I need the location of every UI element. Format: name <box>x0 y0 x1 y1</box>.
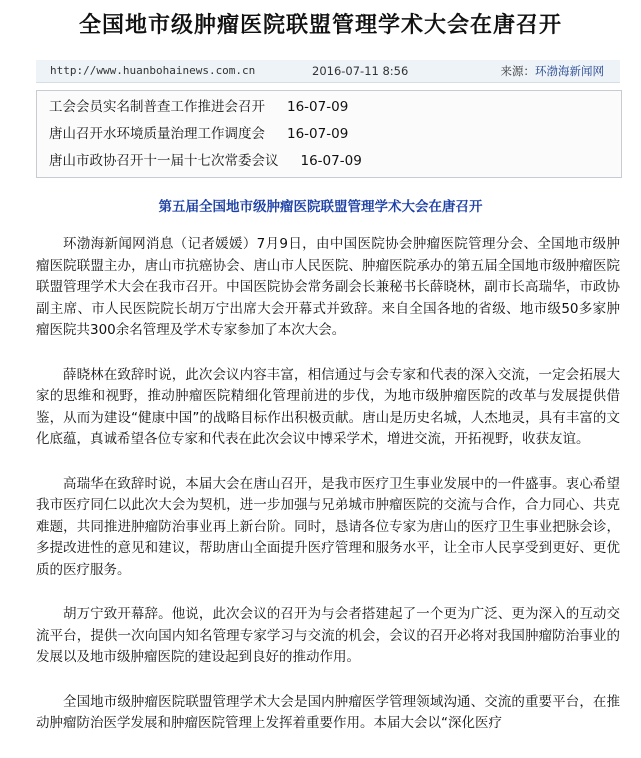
related-news-date: 16-07-09 <box>300 153 362 169</box>
related-news-title[interactable]: 唐山市政协召开十一届十七次常委会议 <box>49 153 279 169</box>
source-name-link[interactable]: 环渤海新闻网 <box>535 64 604 78</box>
article-subtitle: 第五届全国地市级肿瘤医院联盟管理学术大会在唐召开 <box>158 199 483 215</box>
publish-date: 2016-07-11 8:56 <box>312 64 409 78</box>
body-paragraph: 高瑞华在致辞时说，本届大会在唐山召开，是我市医疗卫生事业发展中的一件盛事。衷心希望我市医疗同仁以此次大会为契机，进一步加强与兄弟城市肿瘤医院的交流与合作，合力同心、共克难题，共同推进肿瘤防治事业再上新台阶。同时，恳请各位专家为唐山的医疗卫生事业把脉会诊，多提改进性的意见和建议，帮助唐山全面提升医疗管理和服务水平，让全市人民享受到更好、更优质的医疗服务。 <box>36 475 620 578</box>
body-paragraph: 全国地市级肿瘤医院联盟管理学术大会是国内肿瘤医学管理领域沟通、交流的重要平台，在推动肿瘤防治医学发展和肿瘤医院管理上发挥着重要作用。本届大会以“深化医疗 <box>36 693 620 731</box>
source-info <box>501 60 605 82</box>
related-news-title[interactable]: 唐山召开水环境质量治理工作调度会 <box>49 126 265 142</box>
article-meta-bar <box>36 60 620 83</box>
related-news-title[interactable]: 工会会员实名制普查工作推进会召开 <box>49 99 265 115</box>
related-news-item[interactable] <box>49 120 348 148</box>
article-body <box>36 234 620 758</box>
body-paragraph: 薛晓林在致辞时说，此次会议内容丰富，相信通过与会专家和代表的深入交流，一定会拓展大家的思维和视野，推动肿瘤医院精细化管理前进的步伐，为地市级肿瘤医院的改革与发展提供借鉴，从而为建设“健康中国”的战略目标作出积极贡献。唐山是历史名城，人杰地灵，具有丰富的文化底蕴，真诚希望各位专家和代表在此次会议中博采学术，增进交流，开拓视野，收获友谊。 <box>36 366 620 447</box>
article-title: 全国地市级肿瘤医院联盟管理学术大会在唐召开 <box>78 13 562 38</box>
related-news-date: 16-07-09 <box>287 99 349 115</box>
source-url-link[interactable]: http://www.huanbohainews.com.cn <box>50 64 256 77</box>
body-paragraph: 胡万宁致开幕辞。他说，此次会议的召开为与会者搭建起了一个更为广泛、更为深入的互动交流平台，提供一次向国内知名管理专家学习与交流的机会，会议的召开必将对我国肿瘤防治事业的发展以及地市级肿瘤医院的建设起到良好的推动作用。 <box>36 606 620 665</box>
related-news-item[interactable] <box>49 147 362 175</box>
source-label: 来源： <box>500 64 535 78</box>
related-news-box <box>36 90 622 178</box>
related-news-date: 16-07-09 <box>287 126 349 142</box>
related-news-item[interactable] <box>49 93 348 121</box>
body-paragraph: 环渤海新闻网消息（记者媛媛）7月9日，由中国医院协会肿瘤医院管理分会、全国地市级肿瘤医院联盟主办，唐山市抗癌协会、唐山市人民医院、肿瘤医院承办的第五届全国地市级肿瘤医院联盟管理学术大会在我市召开。中国医院协会常务副会长兼秘书长薛晓林，副市长高瑞华，市政协副主席、市人民医院院长胡万宁出席大会开幕式并致辞。来自全国各地的省级、地市级50多家肿瘤医院共300余名管理及学术专家参加了本次大会。 <box>36 236 620 338</box>
